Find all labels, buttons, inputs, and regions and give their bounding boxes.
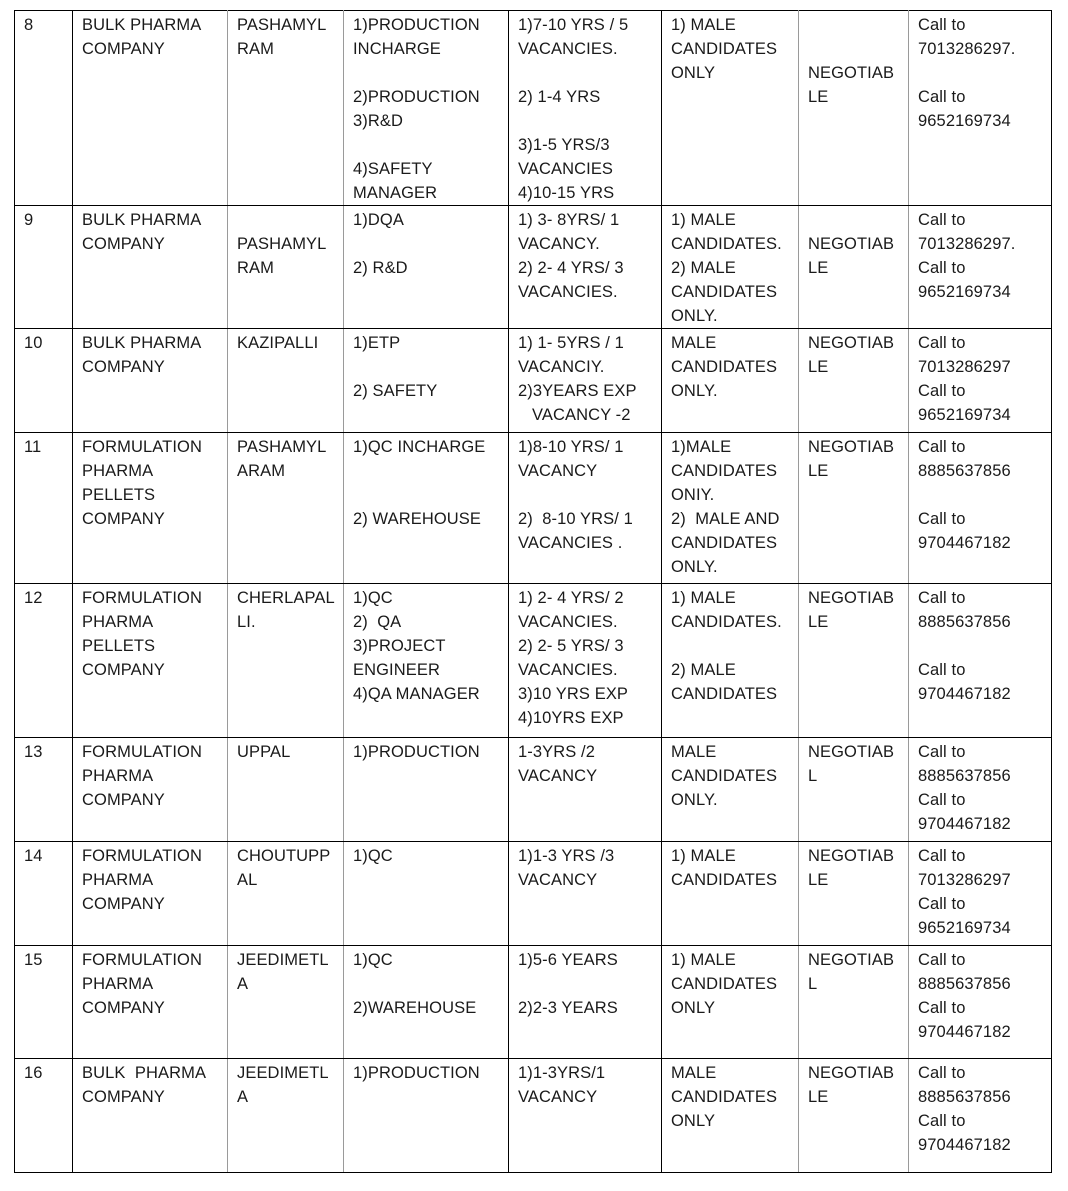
cell-line: 2) WAREHOUSE (353, 510, 482, 528)
job-vacancies-table (14, 10, 1052, 1173)
cell-line: PHARMA (82, 462, 154, 480)
cell-line: Call to (918, 211, 966, 229)
contact-cell (909, 433, 1052, 584)
location-cell (228, 433, 344, 584)
cell-line: 1)PRODUCTION (353, 16, 480, 34)
cell-line: 1)5-6 YEARS (518, 951, 618, 969)
experience-cell (509, 738, 662, 842)
contact-cell (909, 842, 1052, 946)
cell-line: 1) MALE (671, 16, 736, 34)
cell-line: ONIY. (671, 486, 715, 504)
cell-line: 1) MALE (671, 589, 736, 607)
company-type-cell (73, 842, 228, 946)
phone-number: 9704467182 (918, 1023, 1011, 1041)
cell-line: Call to (918, 88, 966, 106)
cell-line: A (237, 975, 249, 993)
location-cell (228, 584, 344, 738)
positions-cell (344, 206, 509, 329)
cell-line: VACANCIES . (518, 534, 623, 552)
cell-line: CANDIDATES (671, 358, 778, 376)
cell-line: PASHAMYL (237, 16, 327, 34)
positions-cell (344, 11, 509, 206)
candidates-cell (662, 584, 799, 738)
serial-number-cell (15, 11, 73, 206)
cell-line: 2)3YEARS EXP (518, 382, 637, 400)
serial-number: 11 (24, 438, 42, 456)
table-row (15, 584, 1052, 738)
table-row (15, 433, 1052, 584)
cell-line: 2) SAFETY (353, 382, 438, 400)
cell-line: COMPANY (82, 510, 165, 528)
serial-number-cell (15, 206, 73, 329)
table-row (15, 738, 1052, 842)
cell-line: CANDIDATES. (671, 235, 782, 253)
candidates-cell (662, 738, 799, 842)
cell-line: Call to (918, 382, 966, 400)
cell-line: 2) 8-10 YRS/ 1 (518, 510, 633, 528)
cell-line: ENGINEER (353, 661, 440, 679)
company-type-cell (73, 584, 228, 738)
cell-line: ONLY (671, 1112, 716, 1130)
cell-line (918, 483, 1051, 507)
cell-line: ONLY. (671, 307, 718, 325)
cell-line: LE (808, 259, 829, 277)
phone-number: 8885637856 (918, 462, 1011, 480)
cell-line: VACANCIES. (518, 613, 618, 631)
cell-line: PHARMA (82, 871, 154, 889)
positions-cell (344, 329, 509, 433)
cell-line: PELLETS (82, 486, 156, 504)
cell-line: ONLY. (671, 558, 718, 576)
company-type-cell (73, 1059, 228, 1173)
cell-line: PELLETS (82, 637, 156, 655)
table-body (15, 11, 1052, 1173)
phone-number: 9704467182 (918, 685, 1011, 703)
salary-cell (799, 842, 909, 946)
serial-number-cell (15, 946, 73, 1059)
cell-line: Call to (918, 589, 966, 607)
cell-line: NEGOTIAB (808, 438, 895, 456)
cell-line: 1)PRODUCTION (353, 1064, 480, 1082)
cell-line: BULK PHARMA (82, 1064, 207, 1082)
phone-number: 7013286297 (918, 871, 1011, 889)
cell-line (808, 208, 908, 232)
cell-line: 2) MALE (671, 259, 736, 277)
experience-cell (509, 584, 662, 738)
cell-line: L (808, 975, 818, 993)
cell-line: CANDIDATES (671, 283, 778, 301)
cell-line: CANDIDATES. (671, 613, 782, 631)
experience-cell (509, 329, 662, 433)
cell-line (808, 13, 908, 37)
cell-line: PHARMA (82, 975, 154, 993)
cell-line: VACANCIES. (518, 40, 618, 58)
cell-line (518, 483, 661, 507)
cell-line: Call to (918, 895, 966, 913)
phone-number: 8885637856 (918, 767, 1011, 785)
cell-line: Call to (918, 847, 966, 865)
cell-line: NEGOTIAB (808, 589, 895, 607)
cell-line: 2) MALE (671, 661, 736, 679)
candidates-cell (662, 1059, 799, 1173)
cell-line (353, 355, 508, 379)
cell-line: CHOUTUPP (237, 847, 331, 865)
salary-cell (799, 11, 909, 206)
cell-line: JEEDIMETL (237, 1064, 329, 1082)
cell-line: ONLY (671, 999, 716, 1017)
cell-line: BULK PHARMA (82, 334, 202, 352)
cell-line: LE (808, 1088, 829, 1106)
candidates-cell (662, 946, 799, 1059)
cell-line (518, 61, 661, 85)
cell-line: CANDIDATES (671, 1088, 778, 1106)
serial-number: 13 (24, 743, 43, 761)
cell-line: 1)DQA (353, 211, 404, 229)
phone-number: 9704467182 (918, 815, 1011, 833)
cell-line: LE (808, 871, 829, 889)
cell-line: COMPANY (82, 999, 165, 1017)
cell-line: COMPANY (82, 661, 165, 679)
cell-line (353, 459, 508, 483)
cell-line: 2) R&D (353, 259, 408, 277)
cell-line: ARAM (237, 462, 286, 480)
serial-number-cell (15, 329, 73, 433)
cell-line: VACANCY -2 (518, 406, 631, 424)
contact-cell (909, 584, 1052, 738)
serial-number: 16 (24, 1064, 43, 1082)
cell-line: 3)10 YRS EXP (518, 685, 629, 703)
candidates-cell (662, 206, 799, 329)
cell-line: 1)QC (353, 847, 393, 865)
cell-line: NEGOTIAB (808, 64, 895, 82)
contact-cell (909, 738, 1052, 842)
cell-line: 1)1-3YRS/1 (518, 1064, 606, 1082)
table-row (15, 329, 1052, 433)
experience-cell (509, 946, 662, 1059)
cell-line: 4)10YRS EXP (518, 709, 624, 727)
company-type-cell (73, 329, 228, 433)
cell-line (808, 37, 908, 61)
cell-line: MALE (671, 743, 717, 761)
salary-cell (799, 433, 909, 584)
cell-line: 1)8-10 YRS/ 1 (518, 438, 624, 456)
location-cell (228, 738, 344, 842)
cell-line (353, 483, 508, 507)
cell-line: Call to (918, 999, 966, 1017)
cell-line: MANAGER (353, 184, 438, 202)
cell-line: CANDIDATES (671, 767, 778, 785)
phone-number: 7013286297. (918, 235, 1016, 253)
cell-line: 4)QA MANAGER (353, 685, 480, 703)
positions-cell (344, 946, 509, 1059)
table-row (15, 842, 1052, 946)
cell-line: 1)1-3 YRS /3 (518, 847, 615, 865)
company-type-cell (73, 11, 228, 206)
cell-line: CANDIDATES (671, 534, 778, 552)
salary-cell (799, 1059, 909, 1173)
company-type-cell (73, 946, 228, 1059)
cell-line: Call to (918, 510, 966, 528)
serial-number: 14 (24, 847, 43, 865)
salary-cell (799, 738, 909, 842)
cell-line (918, 634, 1051, 658)
cell-line: Call to (918, 1064, 966, 1082)
experience-cell (509, 11, 662, 206)
cell-line: CANDIDATES (671, 40, 778, 58)
cell-line: CANDIDATES (671, 462, 778, 480)
phone-number: 9652169734 (918, 406, 1011, 424)
cell-line (237, 208, 343, 232)
cell-line: BULK PHARMA (82, 16, 202, 34)
cell-line: COMPANY (82, 235, 165, 253)
phone-number: 8885637856 (918, 613, 1011, 631)
positions-cell (344, 584, 509, 738)
cell-line: LE (808, 358, 829, 376)
phone-number: 9652169734 (918, 112, 1011, 130)
cell-line: 3)1-5 YRS/3 (518, 136, 610, 154)
experience-cell (509, 206, 662, 329)
cell-line: COMPANY (82, 791, 165, 809)
cell-line: 1) MALE (671, 951, 736, 969)
cell-line: ONLY. (671, 791, 718, 809)
cell-line: 3)R&D (353, 112, 404, 130)
cell-line: INCHARGE (353, 40, 441, 58)
cell-line: NEGOTIAB (808, 951, 895, 969)
cell-line: KAZIPALLI (237, 334, 319, 352)
cell-line: NEGOTIAB (808, 743, 895, 761)
experience-cell (509, 433, 662, 584)
cell-line (518, 109, 661, 133)
cell-line: LI. (237, 613, 256, 631)
cell-line: NEGOTIAB (808, 235, 895, 253)
candidates-cell (662, 329, 799, 433)
cell-line: Call to (918, 791, 966, 809)
cell-line: 1)PRODUCTION (353, 743, 480, 761)
phone-number: 9652169734 (918, 919, 1011, 937)
cell-line: 1) 2- 4 YRS/ 2 (518, 589, 624, 607)
phone-number: 9704467182 (918, 534, 1011, 552)
cell-line: COMPANY (82, 358, 165, 376)
cell-line: FORMULATION (82, 743, 202, 761)
company-type-cell (73, 206, 228, 329)
table-row (15, 946, 1052, 1059)
cell-line: Call to (918, 334, 966, 352)
experience-cell (509, 842, 662, 946)
cell-line: LE (808, 462, 829, 480)
cell-line: VACANCIES. (518, 283, 618, 301)
cell-line: FORMULATION (82, 589, 202, 607)
location-cell (228, 946, 344, 1059)
cell-line: PHARMA (82, 767, 154, 785)
cell-line: RAM (237, 40, 274, 58)
serial-number-cell (15, 738, 73, 842)
cell-line: CHERLAPAL (237, 589, 335, 607)
cell-line: 1)QC INCHARGE (353, 438, 486, 456)
contact-cell (909, 11, 1052, 206)
cell-line: Call to (918, 743, 966, 761)
phone-number: 7013286297. (918, 40, 1016, 58)
contact-cell (909, 946, 1052, 1059)
serial-number-cell (15, 433, 73, 584)
location-cell (228, 206, 344, 329)
serial-number: 15 (24, 951, 43, 969)
cell-line: ONLY (671, 64, 716, 82)
cell-line: VACANCY (518, 1088, 598, 1106)
location-cell (228, 1059, 344, 1173)
experience-cell (509, 1059, 662, 1173)
cell-line (353, 232, 508, 256)
cell-line: 1)7-10 YRS / 5 (518, 16, 629, 34)
phone-number: 9704467182 (918, 1136, 1011, 1154)
cell-line: VACANCY (518, 462, 598, 480)
serial-number: 10 (24, 334, 43, 352)
cell-line: PASHAMYL (237, 235, 327, 253)
cell-line: VACANCY. (518, 235, 600, 253)
cell-line: FORMULATION (82, 951, 202, 969)
salary-cell (799, 946, 909, 1059)
company-type-cell (73, 433, 228, 584)
salary-cell (799, 329, 909, 433)
cell-line: Call to (918, 1112, 966, 1130)
phone-number: 8885637856 (918, 975, 1011, 993)
cell-line: Call to (918, 661, 966, 679)
cell-line: BULK PHARMA (82, 211, 202, 229)
serial-number-cell (15, 842, 73, 946)
cell-line: FORMULATION (82, 438, 202, 456)
cell-line: PASHAMYL (237, 438, 327, 456)
cell-line (671, 634, 798, 658)
cell-line: ONLY. (671, 382, 718, 400)
cell-line: CANDIDATES (671, 871, 778, 889)
positions-cell (344, 1059, 509, 1173)
phone-number: 8885637856 (918, 1088, 1011, 1106)
serial-number: 9 (24, 211, 34, 229)
cell-line: 2) QA (353, 613, 402, 631)
cell-line (353, 133, 508, 157)
cell-line: 3)PROJECT (353, 637, 446, 655)
cell-line: Call to (918, 16, 966, 34)
salary-cell (799, 206, 909, 329)
cell-line: Call to (918, 259, 966, 277)
cell-line: 1)QC (353, 951, 393, 969)
cell-line: VACANCIES. (518, 661, 618, 679)
cell-line: 2) 2- 5 YRS/ 3 (518, 637, 624, 655)
cell-line: 2) 2- 4 YRS/ 3 (518, 259, 624, 277)
cell-line: NEGOTIAB (808, 847, 895, 865)
cell-line: 1)ETP (353, 334, 401, 352)
table-row (15, 1059, 1052, 1173)
cell-line: 2)PRODUCTION (353, 88, 480, 106)
contact-cell (909, 329, 1052, 433)
location-cell (228, 842, 344, 946)
cell-line: AL (237, 871, 258, 889)
cell-line: 2) MALE AND (671, 510, 780, 528)
cell-line: NEGOTIAB (808, 334, 895, 352)
positions-cell (344, 842, 509, 946)
cell-line: MALE (671, 1064, 717, 1082)
phone-number: 9652169734 (918, 283, 1011, 301)
cell-line: RAM (237, 259, 274, 277)
cell-line: FORMULATION (82, 847, 202, 865)
serial-number-cell (15, 584, 73, 738)
cell-line: 4)SAFETY (353, 160, 433, 178)
cell-line: COMPANY (82, 40, 165, 58)
cell-line: 1)MALE (671, 438, 732, 456)
table-row (15, 206, 1052, 329)
cell-line: 2)2-3 YEARS (518, 999, 618, 1017)
cell-line: Call to (918, 438, 966, 456)
cell-line: COMPANY (82, 1088, 165, 1106)
cell-line: 1) MALE (671, 211, 736, 229)
cell-line: UPPAL (237, 743, 291, 761)
positions-cell (344, 738, 509, 842)
cell-line: 1) MALE (671, 847, 736, 865)
cell-line: A (237, 1088, 249, 1106)
cell-line: NEGOTIAB (808, 1064, 895, 1082)
cell-line: VACANCIES (518, 160, 614, 178)
cell-line (518, 972, 661, 996)
cell-line: PHARMA (82, 613, 154, 631)
contact-cell (909, 1059, 1052, 1173)
cell-line: JEEDIMETL (237, 951, 329, 969)
cell-line: 4)10-15 YRS (518, 184, 615, 202)
cell-line: L (808, 767, 818, 785)
contact-cell (909, 206, 1052, 329)
positions-cell (344, 433, 509, 584)
cell-line: 1-3YRS /2 (518, 743, 596, 761)
serial-number: 8 (24, 16, 34, 34)
cell-line: 2) 1-4 YRS (518, 88, 601, 106)
cell-line (353, 61, 508, 85)
cell-line: COMPANY (82, 895, 165, 913)
serial-number: 12 (24, 589, 43, 607)
cell-line: 2)WAREHOUSE (353, 999, 477, 1017)
salary-cell (799, 584, 909, 738)
serial-number-cell (15, 1059, 73, 1173)
cell-line (918, 61, 1051, 85)
cell-line: VACANCY (518, 767, 598, 785)
candidates-cell (662, 11, 799, 206)
cell-line: 1) 3- 8YRS/ 1 (518, 211, 620, 229)
cell-line: MALE (671, 334, 717, 352)
candidates-cell (662, 842, 799, 946)
cell-line: 1) 1- 5YRS / 1 (518, 334, 624, 352)
cell-line: CANDIDATES (671, 685, 778, 703)
cell-line: Call to (918, 951, 966, 969)
location-cell (228, 329, 344, 433)
cell-line: VACANCY (518, 871, 598, 889)
phone-number: 7013286297 (918, 358, 1011, 376)
table-row (15, 11, 1052, 206)
cell-line: 1)QC (353, 589, 393, 607)
cell-line: LE (808, 613, 829, 631)
cell-line: CANDIDATES (671, 975, 778, 993)
cell-line (353, 972, 508, 996)
company-type-cell (73, 738, 228, 842)
cell-line: VACANCIY. (518, 358, 605, 376)
location-cell (228, 11, 344, 206)
cell-line: LE (808, 88, 829, 106)
candidates-cell (662, 433, 799, 584)
